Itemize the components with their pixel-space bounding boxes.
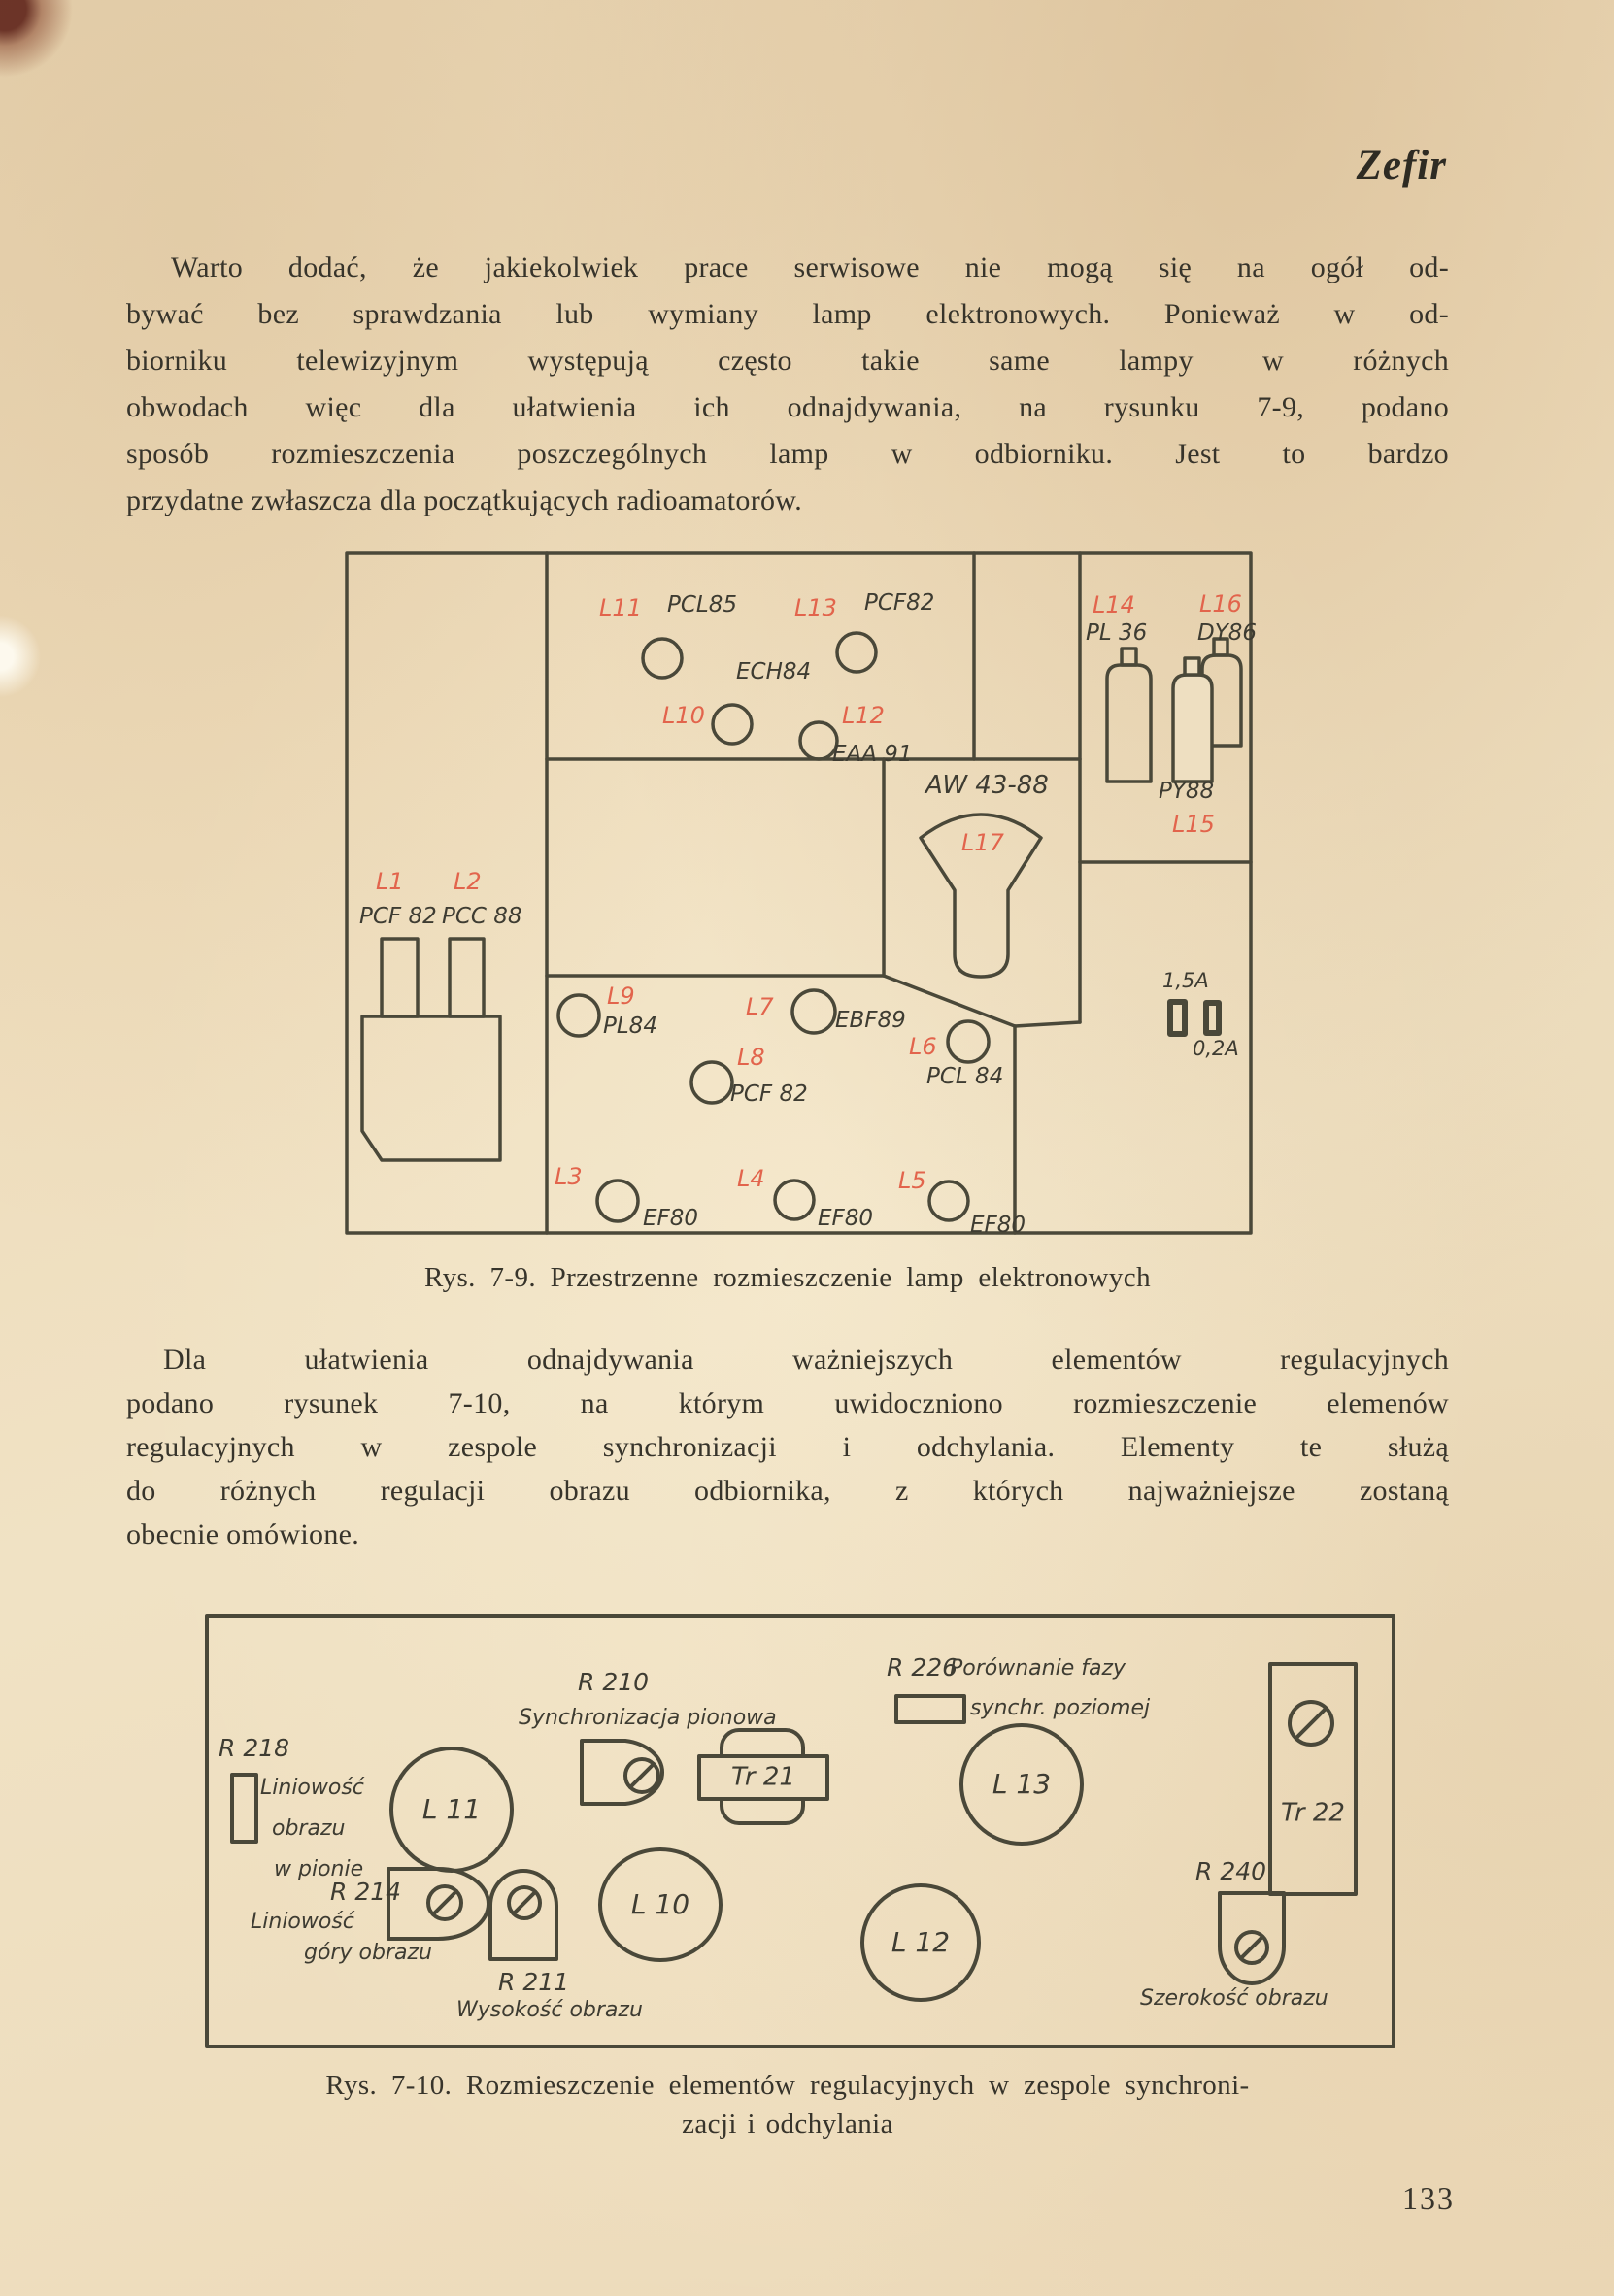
label-liniowosc-pion: Liniowość (260, 1776, 364, 1800)
fuse-rating-label: 0,2A (1193, 1037, 1239, 1060)
figure-7-9-caption: Rys. 7-9. Przestrzenne rozmieszczenie lamp elektronowych (424, 1262, 1151, 1293)
tube-id-l3: L3 (555, 1163, 583, 1190)
running-head-title: Zefir (1356, 143, 1447, 188)
fuse-0-2a (1206, 1003, 1219, 1033)
bottle-py88 (1173, 675, 1212, 782)
tube-type-py88: PY88 (1159, 779, 1215, 804)
label-r240: R 240 (1195, 1857, 1267, 1885)
panel-outline (207, 1616, 1394, 2046)
tube-type-pcl85: PCL85 (667, 592, 738, 617)
tube-id-l9: L9 (607, 982, 635, 1010)
tube-id-l7: L7 (746, 993, 774, 1020)
tube-id-l6: L6 (909, 1033, 937, 1060)
figure-7-9 (345, 551, 1258, 1238)
transformer-tr22-outline (1270, 1664, 1356, 1894)
pot-r210-outline (582, 1741, 662, 1804)
label-porownanie-fazy: Porównanie fazy (950, 1656, 1126, 1680)
tube-id-l5: L5 (898, 1167, 926, 1194)
screw-slot (1241, 1937, 1262, 1958)
tube-id-l2: L2 (454, 868, 482, 895)
tuner-tube-neck (382, 939, 418, 1016)
paragraph-2-line: Dla ułatwienia odnajdywania ważniejszych elementów regulacyjnych (163, 1344, 1449, 1376)
tube-circle-l3 (597, 1181, 638, 1221)
tube-circle-l7 (792, 990, 835, 1033)
tube-id-l10: L10 (662, 702, 705, 729)
figure-7-10-caption: Rys. 7-10. Rozmieszczenie elementów regulacyjnych w zespole synchroni- (325, 2070, 1250, 2101)
paragraph-2-line: regulacyjnych w zespole synchronizacji i odchylania. Elementy te służą (126, 1431, 1449, 1463)
tube-id-l11: L11 (599, 594, 642, 621)
tube-id-l14: L14 (1093, 591, 1135, 618)
page-number: 133 (1402, 2180, 1455, 2215)
screw-slot (630, 1764, 654, 1787)
chassis-outline (347, 553, 1251, 1233)
label-synchronizacja-pionowa: Synchronizacja pionowa (519, 1706, 777, 1730)
bottle-cap-pl36 (1122, 649, 1136, 665)
tube-type-pcf82-tuner: PCF 82 (359, 904, 437, 929)
tube-circle-l6 (948, 1021, 989, 1062)
fuse-rating-label: 1,5A (1162, 969, 1209, 992)
tube-type-ef80: EF80 (643, 1206, 699, 1231)
tube-id-l16: L16 (1199, 590, 1242, 617)
tube-id-l8: L8 (737, 1044, 765, 1071)
tube-type-pcf82-mid: PCF 82 (730, 1081, 808, 1107)
paragraph-1-line: bywać bez sprawdzania lub wymiany lamp elektronowych. Ponieważ w od- (126, 298, 1449, 330)
tube-type-pl84: PL84 (603, 1014, 657, 1039)
label-porownanie-fazy: synchr. poziomej (970, 1696, 1151, 1720)
label-liniowosc-pion: obrazu (272, 1816, 346, 1841)
tuner-outline (362, 1016, 500, 1160)
divider-step (1015, 1022, 1080, 1026)
paragraph-2-line: do różnych regulacji obrazu odbiornika, z których najważniejsze zostaną (126, 1475, 1449, 1507)
label-liniowosc-gory: Liniowość (251, 1910, 354, 1934)
label-liniowosc-gory: góry obrazu (304, 1941, 432, 1965)
screw-slot (1296, 1709, 1326, 1738)
paragraph-2-line: podano rysunek 7-10, na którym uwidoczniono rozmieszczenie elemenów (126, 1387, 1449, 1419)
tube-circle-l4 (775, 1181, 814, 1219)
paragraph-1-line: obwodach więc dla ułatwienia ich odnajdywania, na rysunku 7-9, podano (126, 391, 1449, 423)
tube-type-pcf82: PCF82 (864, 590, 935, 616)
tube-type-ech84: ECH84 (736, 659, 812, 684)
paragraph-1-line: Warto dodać, że jakiekolwiek prace serwisowe nie mogą się na ogół od- (171, 251, 1449, 283)
tube-type-dy86: DY86 (1197, 620, 1258, 646)
label-r226: R 226 (887, 1653, 958, 1681)
tube-type-pl36: PL 36 (1086, 620, 1148, 646)
label-r210: R 210 (578, 1668, 650, 1696)
label-l12: L 12 (891, 1925, 951, 1958)
label-szerokosc-obrazu: Szerokość obrazu (1140, 1986, 1328, 2011)
resistor-r218-outline (232, 1775, 256, 1842)
paragraph-1-line: przydatne zwłaszcza dla początkujących radioamatorów. (126, 484, 803, 516)
tube-type-eaa91: EAA 91 (832, 742, 913, 767)
tube-id-l15: L15 (1172, 811, 1215, 838)
bottle-cap-py88 (1185, 658, 1199, 675)
tube-type-pcl84: PCL 84 (926, 1064, 1004, 1089)
tube-circle-l9 (558, 995, 599, 1036)
label-l13: L 13 (992, 1767, 1052, 1800)
tube-circle-l5 (929, 1181, 968, 1220)
resistor-r226-outline (896, 1696, 964, 1722)
paragraph-1-line: biorniku telewizyjnym występują często takie same lampy w różnych (126, 345, 1449, 377)
label-tr22: Tr 22 (1281, 1798, 1345, 1828)
tube-circle-l13 (837, 633, 876, 672)
pot-r240-outline (1220, 1893, 1284, 1983)
tube-circle-l10 (713, 705, 752, 744)
tube-circle-l8 (691, 1062, 732, 1103)
tube-id-l17: L17 (961, 829, 1004, 856)
tube-circle-l11 (643, 639, 682, 678)
label-liniowosc-pion: w pionie (274, 1857, 364, 1881)
label-wysokosc-obrazu: Wysokość obrazu (456, 1998, 643, 2022)
label-r211: R 211 (498, 1968, 570, 1996)
paragraph-1-line: sposób rozmieszczenia poszczególnych lamp w odbiorniku. Jest to bardzo (126, 438, 1449, 470)
screw-slot (514, 1892, 535, 1913)
paragraph-2-line: obecnie omówione. (126, 1518, 360, 1550)
tube-id-l4: L4 (737, 1165, 765, 1192)
tube-type-ef80: EF80 (818, 1206, 874, 1231)
label-tr21: Tr 21 (731, 1762, 795, 1792)
bottle-pl36 (1107, 665, 1151, 782)
label-l10: L 10 (630, 1887, 690, 1920)
pot-r214-outline (388, 1869, 488, 1939)
figure-7-10 (205, 1614, 1395, 2048)
tube-id-l12: L12 (842, 702, 885, 729)
tube-id-l13: L13 (794, 594, 837, 621)
crt-type-label: AW 43-88 (925, 771, 1049, 800)
label-r214: R 214 (330, 1878, 402, 1906)
pot-r211-outline (490, 1871, 556, 1959)
label-r218: R 218 (219, 1734, 290, 1762)
label-l11: L 11 (421, 1792, 482, 1825)
tube-type-pcc88: PCC 88 (442, 904, 522, 929)
screw-slot (433, 1891, 456, 1914)
tuner-tube-neck (450, 939, 484, 1016)
tube-type-ebf89: EBF89 (835, 1008, 906, 1033)
tube-id-l1: L1 (376, 868, 404, 895)
figure-7-10-drawing (205, 1614, 1395, 2048)
tube-type-ef80: EF80 (970, 1213, 1026, 1238)
figure-7-10-caption: zacji i odchylania (682, 2109, 893, 2140)
fuse-1-5a (1170, 1002, 1185, 1034)
